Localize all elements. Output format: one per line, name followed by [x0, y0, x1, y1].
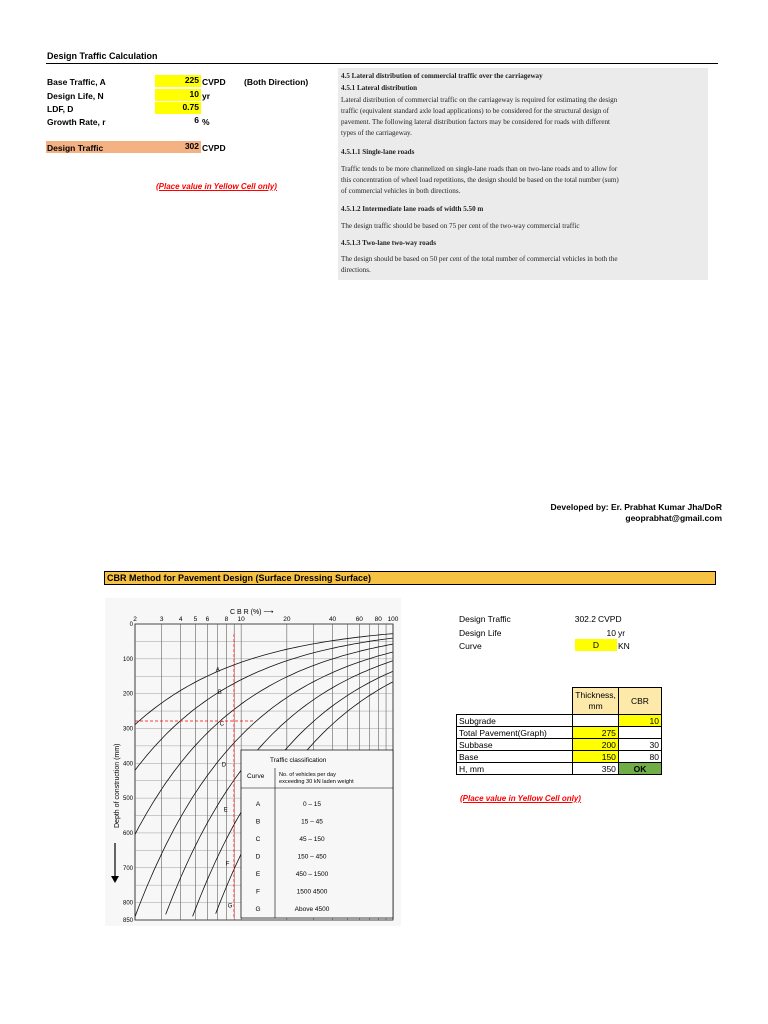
curve-letter: D [221, 762, 227, 769]
direction-note: (Both Direction) [244, 77, 309, 87]
cbr-tick-label: 6 [205, 616, 210, 623]
depth-tick-label: 700 [122, 865, 133, 872]
legend-curve: C [255, 836, 261, 843]
base-traffic-label: Base Traffic, A [47, 77, 106, 87]
subbase-cbr-cell: 30 [618, 739, 661, 751]
base-cbr-cell: 80 [618, 751, 661, 763]
legend-curve: E [255, 871, 261, 878]
legend-range: 45 – 150 [299, 836, 325, 843]
cbr-tick-label: 100 [387, 616, 399, 623]
legend-description: exceeding 30 kN laden weight [279, 779, 354, 785]
legend-curve-header: Curve [247, 773, 265, 780]
irc-line: of commercial vehicles in both directions. [341, 187, 461, 195]
cbr-design-chart [105, 598, 401, 926]
cbr-tick-label: 8 [224, 616, 229, 623]
sheet-title: Design Traffic Calculation [47, 51, 158, 61]
design-traffic-info-label: Design Traffic [459, 614, 511, 624]
irc-line: The design traffic should be based on 75 per cent of the two-way commercial traffic [341, 222, 580, 230]
depth-tick-label: 850 [122, 918, 133, 924]
curve-letter: A [215, 667, 220, 674]
design-life-label: Design Life, N [47, 91, 104, 101]
design-traffic-unit: CVPD [202, 143, 226, 153]
table-row [457, 727, 662, 739]
depth-tick-label: 400 [122, 761, 133, 768]
design-life-unit: yr [202, 91, 211, 101]
cbr-tick-label: 5 [193, 616, 198, 623]
cbr-section-title: CBR Method for Pavement Design (Surface Dressing Surface) [104, 571, 716, 585]
chart-top-label: C B R (%) ⟶ [230, 609, 274, 616]
total-pavement-cell[interactable]: 275 [573, 727, 619, 739]
legend-curve: G [255, 906, 261, 913]
legend-range: 0 – 15 [302, 801, 322, 808]
subbase-thickness-cell[interactable]: 200 [573, 739, 619, 751]
irc-line: The design should be based on 50 per cent of the total number of commercial vehicles in both the [341, 255, 618, 263]
cbr-cell [618, 727, 661, 739]
cbr-tick-label: 20 [283, 616, 291, 623]
title-divider [46, 63, 718, 64]
legend-range: 1500 4500 [296, 888, 328, 896]
irc-line: 4.5.1.2 Intermediate lane roads of width 5.50 m [341, 205, 484, 213]
curve-info-unit: KN [618, 641, 630, 651]
legend-curve: D [255, 853, 261, 861]
pavement-thickness-table [456, 687, 662, 775]
base-traffic-unit: CVPD [202, 77, 226, 87]
legend-curve: F [256, 888, 260, 896]
table-row [457, 763, 662, 775]
depth-tick-label: 0 [129, 622, 133, 628]
row-label: Base [457, 751, 573, 763]
legend-range: Above 4500 [294, 906, 330, 913]
legend-range: 150 – 450 [297, 853, 327, 861]
cbr-tick-label: 10 [237, 616, 245, 623]
design-life-info-unit: yr [618, 628, 626, 638]
curve-input-cell[interactable]: D [575, 639, 617, 651]
subgrade-cbr-cell[interactable]: 10 [618, 715, 661, 727]
developer-name: Developed by: Er. Prabhat Kumar Jha/DoR [550, 502, 722, 512]
total-thickness-cell: 350 [573, 763, 619, 775]
legend-curve: A [255, 801, 261, 808]
base-thickness-cell[interactable]: 150 [573, 751, 619, 763]
curve-letter: G [227, 903, 233, 910]
legend-title: Traffic classification [270, 757, 327, 764]
growth-rate-unit: % [202, 117, 210, 127]
depth-tick-label: 100 [122, 656, 133, 663]
depth-tick-label: 200 [122, 691, 133, 698]
irc-line: 4.5.1 Lateral distribution [341, 84, 418, 92]
base-traffic-cell[interactable]: 225 [155, 75, 201, 87]
curve-letter: C [219, 721, 225, 728]
curve-letter: F [225, 861, 230, 868]
instruction-note: (Place value in Yellow Cell only) [156, 182, 277, 191]
design-life-info-value: 10 [606, 628, 616, 638]
ldf-label: LDF, D [47, 104, 74, 114]
cbr-tick-label: 2 [133, 616, 137, 623]
legend-description: No. of vehicles per day [279, 772, 336, 778]
depth-tick-label: 800 [122, 900, 133, 907]
legend-range: 450 – 1500 [295, 871, 329, 878]
depth-tick-label: 500 [122, 796, 133, 803]
cbr-tick-label: 40 [328, 616, 337, 623]
ldf-cell[interactable]: 0.75 [155, 102, 201, 114]
irc-line: directions. [341, 266, 371, 274]
irc-line: traffic (equivalent standard axle load applications) to be considered for the structural design of [341, 107, 609, 115]
cbr-tick-label: 4 [178, 616, 183, 623]
row-label: Subbase [457, 739, 573, 751]
growth-rate-cell[interactable]: 6 [194, 115, 199, 125]
growth-rate-label: Growth Rate, r [47, 117, 106, 127]
table-row [457, 751, 662, 763]
row-label: Subgrade [457, 715, 573, 727]
check-status-badge: OK [618, 763, 661, 775]
irc-line: types of the carriageway. [341, 129, 412, 137]
irc-line: Traffic tends to be more channelized on single-lane roads than on two-lane roads and to allow for [341, 165, 618, 173]
design-traffic-info-unit: CVPD [598, 614, 622, 624]
curve-letter: B [217, 690, 222, 697]
cbr-tick-label: 80 [374, 616, 382, 623]
table-row [457, 739, 662, 751]
depth-tick-label: 300 [122, 726, 133, 733]
cbr-tick-label: 3 [159, 616, 164, 623]
thickness-cell [573, 715, 619, 727]
legend-range: 15 – 45 [301, 818, 323, 826]
design-traffic-info-value: 302.2 [574, 614, 596, 624]
chart-y-axis-label: Depth of construction (mm) [114, 743, 121, 828]
irc-reference-scan [338, 68, 708, 280]
design-life-cell[interactable]: 10 [155, 89, 201, 101]
design-life-info-label: Design Life [459, 628, 502, 638]
irc-line: pavement. The following lateral distribution factors may be considered for roads with different [341, 118, 611, 126]
irc-line: 4.5.1.1 Single-lane roads [341, 148, 415, 156]
legend-curve: B [255, 818, 261, 826]
cbr-header: CBR [618, 688, 661, 715]
irc-line: this concentration of wheel load repetitions, the design should be based on the total number (sum) [341, 176, 619, 184]
developer-email[interactable]: geoprabhat@gmail.com [625, 513, 722, 523]
irc-line: 4.5.1.3 Two-lane two-way roads [341, 239, 436, 247]
curve-letter: E [223, 807, 228, 814]
curve-info-label: Curve [459, 641, 482, 651]
irc-line: Lateral distribution of commercial traffic on the carriageway is required for estimating the design [341, 96, 618, 104]
design-traffic-cell: 302 [184, 141, 199, 151]
thickness-header: Thickness, mm [573, 688, 619, 715]
irc-line: 4.5 Lateral distribution of commercial traffic over the carriageway [341, 72, 543, 80]
developer-credit [551, 502, 722, 524]
table-header-row [457, 688, 662, 715]
table-row [457, 715, 662, 727]
row-label: Total Pavement(Graph) [457, 727, 573, 739]
cbr-instruction-note: (Place value in Yellow Cell only) [460, 794, 581, 803]
row-label: H, mm [457, 763, 573, 775]
depth-tick-label: 600 [122, 830, 133, 837]
design-traffic-label: Design Traffic [47, 143, 104, 153]
cbr-tick-label: 60 [355, 616, 363, 623]
